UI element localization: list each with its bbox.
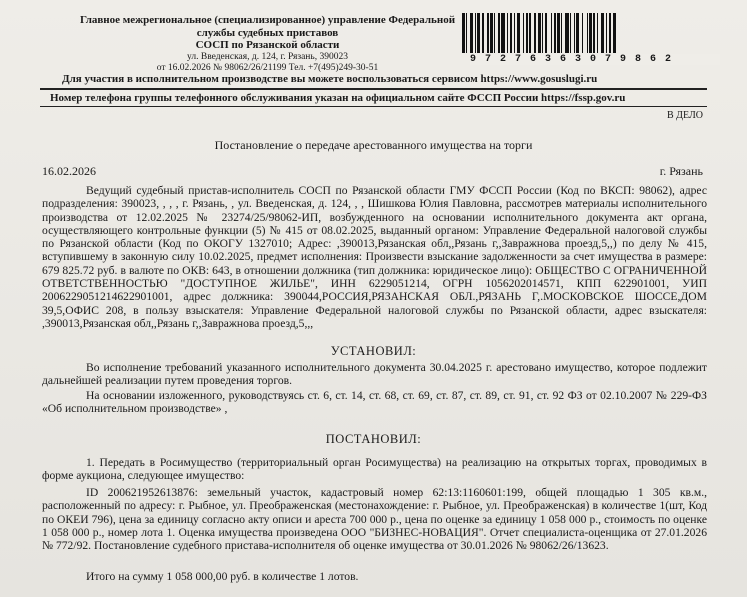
document-date: 16.02.2026 [42, 164, 96, 178]
gosuslugi-notice: Для участия в исполнительном производстве вы можете воспользоваться сервисом https://www.gosuslugi.ru [62, 73, 598, 85]
paragraph-order-1: 1. Передать в Росимущество (территориальный орган Росимущества) на реализацию на открытых торгах, проводимых в форме аукциона, следующее имущество: [42, 456, 707, 483]
paragraph-property-item: ID 200621952613876: земельный участок, кадастровый номер 62:13:1160601:199, общей площадью 1 305 кв.м., расположенный по адресу: г. Рыбное, ул. Преображенская (местонахождение: г. Рыбное, ул. Преображенская) в количестве 1(шт, Код по ОКЕИ 796), цена за единицу согласно акту описи и ареста 700 000 р., цена по оценке за единицу 1 058 000 р., стоимость по оценке 1 058 000 р., номер лота 1. Оценка имущества произведена ООО "БИЗНЕС-НОВАЦИЯ". Отчет специалиста-оценщика от 27.01.2026 № 772/92. Постановление судебного пристава-исполнителя об оценке имущества от 30.01.2026 № 98062/26/13623. [42, 486, 707, 553]
heading-postanovil: ПОСТАНОВИЛ: [325, 432, 422, 446]
issuer-line-3: СОСП по Рязанской области [195, 39, 340, 51]
heading-ustanovil: УСТАНОВИЛ: [330, 344, 417, 358]
issuer-address: ул. Введенская, д. 124, г. Рязань, 390023 [187, 51, 348, 62]
paragraph-legal-basis: На основании изложенного, руководствуясь ст. 6, ст. 14, ст. 68, ст. 69, ст. 87, ст. 89, ст. 91, ст. 92 ФЗ от 02.10.2007 № 229-ФЗ «Об исполнительном производстве» , [42, 389, 707, 416]
paragraph-findings: Во исполнение требований указанного исполнительного документа 30.04.2025 г. арестовано имущество, которое подлежит дальнейшей реализации путем проведения торгов. [42, 361, 707, 388]
phone-notice: Номер телефона группы телефонного обслуживания указан на официальном сайте ФССП России https://fssp.gov.ru [50, 92, 626, 104]
header-divider [40, 88, 707, 90]
barcode-number: 97276363079862 [470, 54, 720, 65]
issuer-line-1: Главное межрегиональное (специализированное) управление Федеральной [79, 14, 456, 26]
barcode [462, 13, 722, 59]
issuer-line-2: службы судебных приставов [196, 26, 339, 39]
issuer-reference: от 16.02.2026 № 98062/26/21199 Тел. +7(495)249-30-51 [156, 62, 379, 73]
document-city: г. Рязань [659, 164, 703, 178]
issuer-header [40, 14, 495, 74]
document-title: Постановление о передаче арестованного имущества на торги [214, 138, 533, 152]
filing-mark: В ДЕЛО [667, 110, 703, 121]
barcode-bars [462, 13, 722, 53]
paragraph-total: Итого на сумму 1 058 000,00 руб. в количестве 1 лотов. [86, 570, 359, 583]
paragraph-preamble: Ведущий судебный пристав-исполнитель СОСП по Рязанской области ГМУ ФССП России (Код по ВКСП: 98062), адрес подразделения: 390023, , , , г. Рязань, , ул. Введенская, д. 124, , , Шишкова Юлия Павловна, рассмотрев материалы исполнительного производства от 12.02.2025 № 23274/25/98062-ИП, возбужденного на основании исполнительного документа акт органа, осуществляющего контрольные функции (5) № 415 от 08.02.2025, выданный органом: Управление Федеральной налоговой службы по Рязанской области (Код по ОКОГУ 1327010; Адрес: ,390013,Рязанская обл,,Рязань г,,Заврaжнова проезд,5,,) по делу № 415, вступившему в законную силу 10.02.2025, предмет исполнения: Произвести взыскание задолженности за счет имущества в размере: 679 825.72 руб. в валюте по ОКВ: 643, в отношении должника (тип должника: юридическое лицо): ОБЩЕСТВО С ОГРАНИЧЕННОЙ ОТВЕТСТВЕННОСТЬЮ "ДОСТУПНОЕ ЖИЛЬЕ", ИНН 6229051214, ОГРН 1056202014571, КПП 622901001, УИП 2006229051214622901001, адрес должника: 390044,РОССИЯ,РЯЗАНСКАЯ ОБЛ.,РЯЗАНЬ Г,.МОСКОВСКОЕ ШОССЕ,ДОМ 39,5,ОФИС 208, в пользу взыскателя: Управление Федеральной налоговой службы по Рязанской области, адрес взыскателя: ,390013,Рязанская обл,,Рязань г,,Заврaжнова проезд,5,,, [42, 184, 707, 330]
header-divider-2 [40, 106, 707, 107]
barcode-bar [616, 13, 617, 53]
